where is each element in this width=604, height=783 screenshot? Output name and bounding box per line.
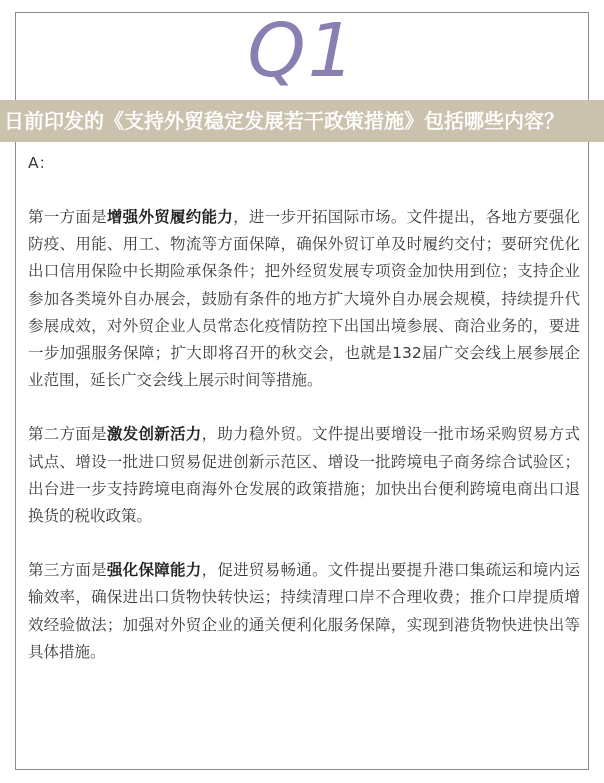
- paragraph-highlight: 激发创新活力: [106, 425, 202, 444]
- answer-content: [28, 150, 580, 666]
- question-banner: [0, 100, 604, 142]
- paragraph-highlight: 强化保障能力: [106, 561, 202, 580]
- answer-label: A：: [28, 154, 55, 172]
- answer-paragraph-3: [28, 557, 580, 666]
- paragraph-body: ，促进贸易畅通。文件提出要提升港口集疏运和境内运输效率，确保进出口货物快转快运；持续清理口岸不合理收费；推介口岸提质增效经验做法；加强对外贸企业的通关便利化服务保障，实现到港货物快进快出等具体措施。: [28, 561, 580, 661]
- paragraph-highlight: 增强外贸履约能力: [106, 208, 234, 226]
- paragraph-lead: 第二方面是: [28, 425, 107, 444]
- paragraph-lead: 第一方面是: [28, 208, 107, 226]
- question-text: 日前印发的《支持外贸稳定发展若干政策措施》包括哪些内容？: [4, 109, 564, 133]
- paragraph-body: ，助力稳外贸。文件提出要增设一批市场采购贸易方式试点、增设一批进口贸易促进创新示范区、增设一批跨境电子商务综合试验区；出台进一步支持跨境电商海外仓发展的政策措施；加快出台便利跨境电商出口退换货的税收政策。: [28, 425, 580, 526]
- question-number: Q1: [247, 8, 357, 94]
- paragraph-body: ，进一步开拓国际市场。文件提出，各地方要强化防疫、用能、用工、物流等方面保障，确保外贸订单及时履约交付；要研究优化出口信用保险中长期险承保条件；把外经贸发展专项资金加快用到位；支持企业参加各类境外自办展会，鼓励有条件的地方扩大境外自办展会规模，持续提升代参展成效，对外贸企业人员常态化疫情防控下出国出境参展、商洽业务的，要进一步加强服务保障；扩大即将召开的秋交会，也就是132届广交会线上展参展企业范围，延长广交会线上展示时间等措施。: [28, 208, 580, 390]
- answer-paragraph-1: [28, 204, 580, 394]
- answer-paragraph-2: [28, 421, 580, 530]
- paragraph-lead: 第三方面是: [28, 561, 107, 580]
